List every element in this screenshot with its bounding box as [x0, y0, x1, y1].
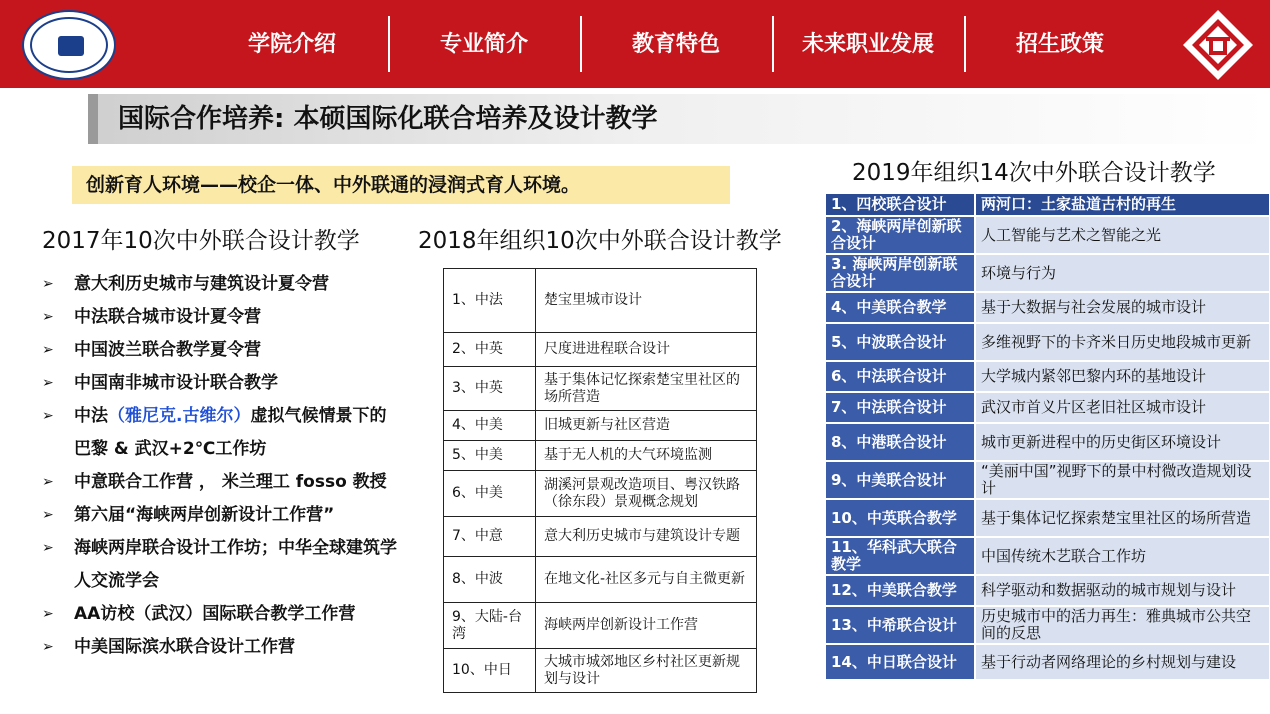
list-item [42, 598, 398, 631]
house-diamond-emblem [1180, 7, 1256, 83]
arrowhead-bullet-icon: ➢ [42, 408, 54, 424]
table-cell-topic: “美丽中国”视野下的景中村微改造规划设计 [976, 462, 1269, 498]
table-row [444, 649, 757, 693]
table-row [826, 462, 1269, 498]
table-cell-topic: 在地文化-社区多元与自主微更新 [536, 557, 757, 603]
list-2017 [42, 268, 398, 664]
arrowhead-bullet-icon: ➢ [42, 507, 54, 523]
table-row [826, 362, 1269, 391]
table-cell-no: 14、中日联合设计 [826, 645, 976, 679]
table-cell-no: 7、中意 [444, 517, 536, 557]
arrowhead-bullet-icon: ➢ [42, 606, 54, 622]
table-row [826, 324, 1269, 360]
table-row [826, 607, 1269, 643]
table-cell-topic: 基于集体记忆探索楚宝里社区的场所营造 [536, 367, 757, 411]
table-cell-no: 8、中波 [444, 557, 536, 603]
list-item-text-pre: 中法 [74, 406, 108, 426]
list-item [42, 631, 398, 664]
list-item-text: 海峡两岸联合设计工作坊；中华全球建筑学人交流学会 [74, 538, 397, 591]
table-cell-topic: 两河口：土家盐道古村的再生 [976, 194, 1269, 215]
table-cell-topic: 科学驱动和数据驱动的城市规划与设计 [976, 576, 1269, 605]
table-cell-topic: 基于大数据与社会发展的城市设计 [976, 293, 1269, 322]
table-cell-no: 3、中英 [444, 367, 536, 411]
table-cell-no: 3. 海峡两岸创新联合设计 [826, 255, 976, 291]
table-cell-no: 4、中美 [444, 411, 536, 441]
table-row [444, 269, 757, 333]
list-item-text: 中美国际滨水联合设计工作营 [74, 637, 295, 657]
table-row [444, 471, 757, 517]
university-logo[interactable] [22, 10, 116, 80]
table-row [826, 538, 1269, 574]
table-row [444, 603, 757, 649]
table-cell-topic: 基于集体记忆探索楚宝里社区的场所营造 [976, 500, 1269, 536]
table-cell-no: 5、中美 [444, 441, 536, 471]
table-row [826, 393, 1269, 422]
table-cell-no: 11、华科武大联合教学 [826, 538, 976, 574]
title-accent-bar [88, 94, 98, 144]
list-item-text: AA访校（武汉）国际联合教学工作营 [74, 604, 356, 624]
list-item [42, 334, 398, 367]
table-cell-no: 6、中美 [444, 471, 536, 517]
table-row [826, 424, 1269, 460]
list-item-text: 第六届“海峡两岸创新设计工作营” [74, 505, 335, 525]
table-row [826, 194, 1269, 215]
list-item [42, 301, 398, 334]
nav-item-career[interactable]: 未来职业发展 [772, 22, 964, 68]
table-cell-no: 7、中法联合设计 [826, 393, 976, 422]
table-row [444, 557, 757, 603]
page-title: 国际合作培养: 本硕国际化联合培养及设计教学 [118, 104, 658, 134]
table-cell-no: 10、中英联合教学 [826, 500, 976, 536]
nav-item-admission[interactable]: 招生政策 [964, 22, 1156, 68]
table-row [444, 367, 757, 411]
table-cell-topic: 历史城市中的活力再生：雅典城市公共空间的反思 [976, 607, 1269, 643]
nav-item-majors[interactable]: 专业简介 [388, 22, 580, 68]
table-cell-topic: 人工智能与艺术之智能之光 [976, 217, 1269, 253]
table-cell-no: 1、四校联合设计 [826, 194, 976, 215]
table-cell-topic: 基于行动者网络理论的乡村规划与建设 [976, 645, 1269, 679]
table-2018 [443, 268, 757, 693]
list-item [42, 400, 398, 466]
table-cell-no: 6、中法联合设计 [826, 362, 976, 391]
arrowhead-bullet-icon: ➢ [42, 309, 54, 325]
list-item-text: 中国波兰联合教学夏令营 [74, 340, 261, 360]
table-cell-topic: 城市更新进程中的历史街区环境设计 [976, 424, 1269, 460]
header-bar [0, 0, 1270, 88]
table-cell-topic: 多维视野下的卡齐米日历史地段城市更新 [976, 324, 1269, 360]
list-item-text-post: 虚拟气候情景下的巴黎 & 武汉+2℃工作坊 [74, 406, 387, 459]
table-cell-topic: 海峡两岸创新设计工作营 [536, 603, 757, 649]
arrowhead-bullet-icon: ➢ [42, 474, 54, 490]
table-row [826, 576, 1269, 605]
table-row [826, 500, 1269, 536]
table-2019 [826, 192, 1269, 681]
logo-core [58, 36, 84, 56]
table-row [444, 517, 757, 557]
highlight-banner: 创新育人环境——校企一体、中外联通的浸润式育人环境。 [72, 166, 730, 204]
table-cell-no: 8、中港联合设计 [826, 424, 976, 460]
table-cell-no: 5、中波联合设计 [826, 324, 976, 360]
table-cell-no: 2、海峡两岸创新联合设计 [826, 217, 976, 253]
table-cell-topic: 楚宝里城市设计 [536, 269, 757, 333]
table-cell-topic: 武汉市首义片区老旧社区城市设计 [976, 393, 1269, 422]
table-cell-topic: 环境与行为 [976, 255, 1269, 291]
table-row [444, 411, 757, 441]
table-cell-topic: 旧城更新与社区营造 [536, 411, 757, 441]
table-cell-topic: 大学城内紧邻巴黎内环的基地设计 [976, 362, 1269, 391]
list-item [42, 532, 398, 598]
list-item-text: 中意联合工作营 ， 米兰理工 fosso 教授 [74, 472, 387, 492]
table-row [826, 255, 1269, 291]
table-cell-topic: 湖溪河景观改造项目、粤汉铁路（徐东段）景观概念规划 [536, 471, 757, 517]
table-row [826, 293, 1269, 322]
table-cell-no: 12、中美联合教学 [826, 576, 976, 605]
table-row [444, 333, 757, 367]
arrowhead-bullet-icon: ➢ [42, 342, 54, 358]
list-item-text: 意大利历史城市与建筑设计夏令营 [74, 274, 329, 294]
table-cell-topic: 意大利历史城市与建筑设计专题 [536, 517, 757, 557]
arrowhead-bullet-icon: ➢ [42, 540, 54, 556]
table-row [826, 645, 1269, 679]
nav-item-college[interactable]: 学院介绍 [247, 32, 336, 57]
list-item-highlight: （雅尼克.古维尔） [108, 406, 251, 426]
table-cell-no: 2、中英 [444, 333, 536, 367]
arrowhead-bullet-icon: ➢ [42, 375, 54, 391]
table-cell-topic: 大城市城郊地区乡村社区更新规划与设计 [536, 649, 757, 693]
list-item [42, 367, 398, 400]
list-item [42, 466, 398, 499]
heading-2017: 2017年10次中外联合设计教学 [42, 228, 360, 254]
table-cell-no: 9、中美联合设计 [826, 462, 976, 498]
table-row [444, 441, 757, 471]
main-nav [196, 22, 1156, 68]
list-item [42, 499, 398, 532]
table-cell-topic: 中国传统木艺联合工作坊 [976, 538, 1269, 574]
table-cell-no: 10、中日 [444, 649, 536, 693]
arrowhead-bullet-icon: ➢ [42, 276, 54, 292]
table-row [826, 217, 1269, 253]
table-cell-no: 1、中法 [444, 269, 536, 333]
table-cell-topic: 基于无人机的大气环境监测 [536, 441, 757, 471]
list-item-text: 中国南非城市设计联合教学 [74, 373, 278, 393]
arrowhead-bullet-icon: ➢ [42, 639, 54, 655]
table-cell-no: 9、大陆-台湾 [444, 603, 536, 649]
list-item-text: 中法联合城市设计夏令营 [74, 307, 261, 327]
table-cell-no: 13、中希联合设计 [826, 607, 976, 643]
title-band [88, 94, 1270, 144]
list-item [42, 268, 398, 301]
table-cell-topic: 尺度进进程联合设计 [536, 333, 757, 367]
heading-2018: 2018年组织10次中外联合设计教学 [418, 228, 782, 254]
heading-2019: 2019年组织14次中外联合设计教学 [852, 160, 1216, 186]
nav-item-features[interactable]: 教育特色 [580, 22, 772, 68]
table-cell-no: 4、中美联合教学 [826, 293, 976, 322]
